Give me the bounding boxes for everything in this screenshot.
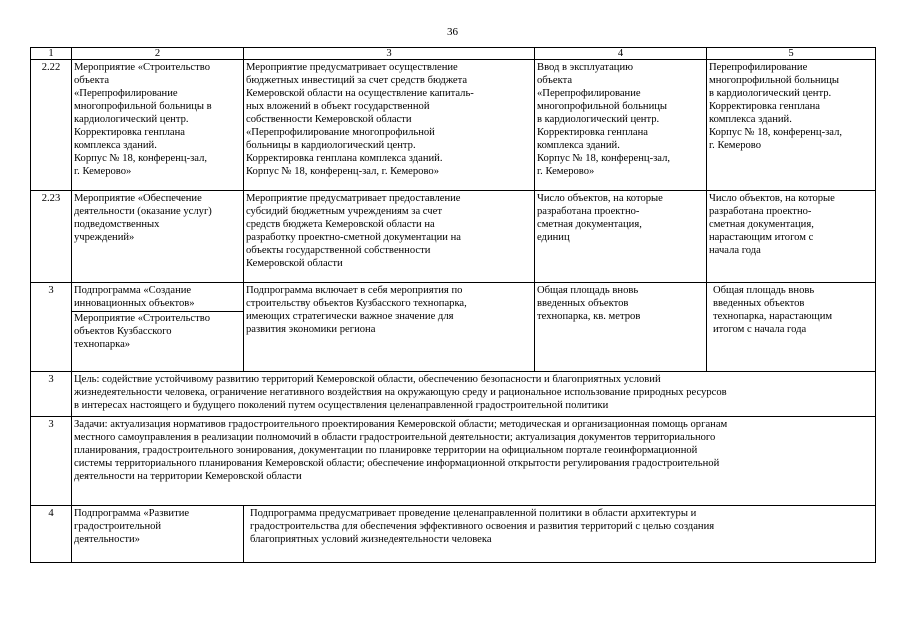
goal-row [31, 372, 876, 417]
goal-text: Цель: содействие устойчивому развитию территорий Кемеровской области, обеспечению безопасности и благоприятных условий жизнедеятельности человека, ограничение негативного воздействия на окружающую среду и рациональное использование природных ресурсов в интересах настоящего и будущего поколений путем осуществления целенаправленной градостроительной политики [72, 372, 876, 417]
row-number: 2.22 [31, 60, 72, 191]
table-row-4 [31, 506, 876, 563]
measure-description: Мероприятие предусматривает предоставление субсидий бюджетным учреждениям за счет средств бюджета Кемеровской области на разработку проектно-сметной документации на объекты государственной собственности Кемеровской области [244, 191, 535, 283]
indicator-name: Общая площадь вновь введенных объектов технопарка, кв. метров [535, 283, 707, 372]
program-table [30, 47, 876, 563]
table-row-2-23 [31, 191, 876, 283]
header-cell-4: 4 [535, 48, 707, 60]
header-cell-3: 3 [244, 48, 535, 60]
indicator-method: Общая площадь вновь введенных объектов технопарка, нарастающим итогом с начала года [707, 283, 876, 372]
row-number: 3 [31, 283, 72, 372]
tasks-row [31, 417, 876, 506]
measure-name: Мероприятие «Строительство объекта «Перепрофилирование многопрофильной больницы в кардиологический центр. Корректировка генплана комплекса зданий. Корпус № 18, конференц-зал, г. Кемерово» [72, 60, 244, 191]
row-number: 2.23 [31, 191, 72, 283]
header-cell-2: 2 [72, 48, 244, 60]
measure-name: Мероприятие «Строительство объектов Кузбасского технопарка» [72, 311, 243, 370]
table-row-2-22 [31, 60, 876, 191]
measure-name: Мероприятие «Обеспечение деятельности (оказание услуг) подведомственных учреждений» [72, 191, 244, 283]
subprogram-name: Подпрограмма «Развитие градостроительной деятельности» [72, 506, 244, 563]
indicator-name: Число объектов, на которые разработана проектно- сметная документация, единиц [535, 191, 707, 283]
header-cell-1: 1 [31, 48, 72, 60]
row-number: 3 [31, 417, 72, 506]
measure-description: Мероприятие предусматривает осуществление бюджетных инвестиций за счет средств бюджета Кемеровской области на осуществление капиталь- ных вложений в объект государственной собственности Кемеровской области «Перепрофилирование многопрофильной больницы в кардиологический центр. Корректировка генплана комплекса зданий. Корпус № 18, конференц-зал, г. Кемерово» [244, 60, 535, 191]
measure-description: Подпрограмма включает в себя мероприятия по строительству объектов Кузбасского технопарка, имеющих стратегически важное значение для развития экономики региона [244, 283, 535, 372]
header-row [31, 48, 876, 60]
indicator-method: Число объектов, на которые разработана проектно- сметная документация, нарастающим итогом с начала года [707, 191, 876, 283]
header-cell-5: 5 [707, 48, 876, 60]
row-number: 4 [31, 506, 72, 563]
subprogram-name: Подпрограмма «Создание инновационных объектов» [74, 285, 195, 309]
subprogram-description: Подпрограмма предусматривает проведение целенаправленной политики в области архитектуры и градостроительства для обеспечения эффективного освоения и развития территорий с целью создания благоприятных условий жизнедеятельности человека [244, 506, 876, 563]
page-number: 36 [447, 26, 458, 38]
indicator-name: Ввод в эксплуатацию объекта «Перепрофилирование многопрофильной больницы в кардиологический центр. Корректировка генплана комплекса зданий. Корпус № 18, конференц-зал, г. Кемерово» [535, 60, 707, 191]
tasks-text: Задачи: актуализация нормативов градостроительного проектирования Кемеровской области; методическая и организационная помощь органам местного самоуправления в реализации полномочий в области градостроительной деятельности; актуализация документов территориального планирования, градостроительного зонирования, документации по планировке территории на официальном портале геоинформационной системы территориального планирования Кемеровской области; обеспечение информационной открытости регулирования градостроительной деятельности на территории Кемеровской области [72, 417, 876, 506]
indicator-method: Перепрофилирование многопрофильной больницы в кардиологический центр. Корректировка генплана комплекса зданий. Корпус № 18, конференц-зал, г. Кемерово [707, 60, 876, 191]
table-row-3-subprogram [31, 283, 876, 372]
row-number: 3 [31, 372, 72, 417]
